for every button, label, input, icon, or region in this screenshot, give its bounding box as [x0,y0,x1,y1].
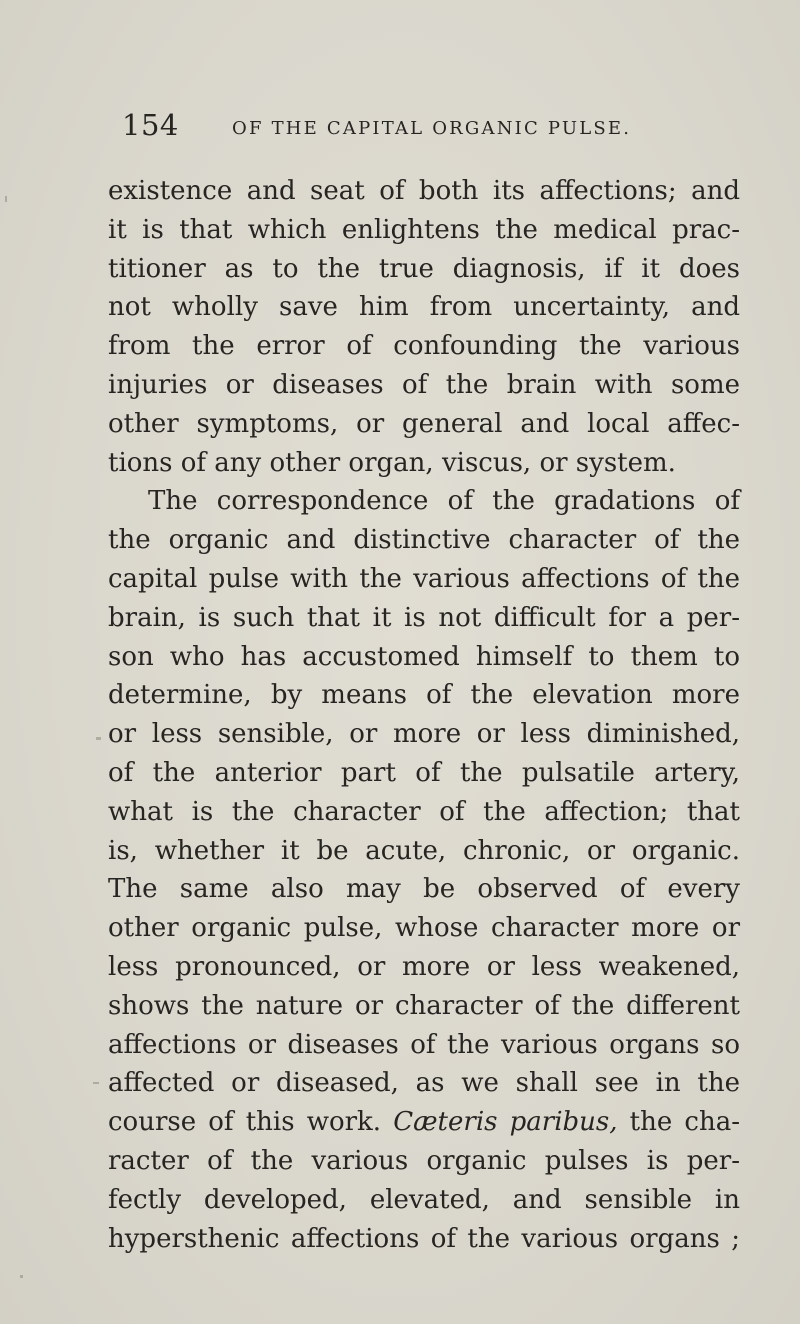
text-line: from the error of confounding the various [108,331,740,362]
text-line: other organic pulse, whose character more or [108,913,740,944]
text-line: of the anterior part of the pulsatile artery, [108,757,740,788]
text-line: titioner as to the true diagnosis, if it does [108,253,740,284]
text-line: fectly developed, elevated, and sensible in [108,1184,740,1215]
text-line: it is that which enlightens the medical prac- [108,214,740,245]
text-segment: the cha- [629,1107,740,1138]
body-text [108,172,740,1258]
text-segment: course of this work. [108,1107,382,1138]
text-line-with-italic [108,1103,740,1142]
text-line: or less sensible, or more or less diminished, [108,719,740,750]
paragraph-start-line: The correspondence of the gradations of [148,486,740,517]
page-header [122,108,702,148]
text-line: tions of any other organ, viscus, or system. [108,447,676,478]
margin-speck [20,1275,23,1278]
text-line: determine, by means of the elevation more [108,680,740,711]
margin-speck [93,1082,99,1084]
text-line: affected or diseased, as we shall see in the [108,1068,740,1099]
text-line: the organic and distinctive character of the [108,525,740,556]
text-line: affections or diseases of the various organs so [108,1029,740,1060]
margin-speck [5,196,7,202]
text-line: racter of the various organic pulses is per- [108,1145,740,1176]
text-line: capital pulse with the various affections of the [108,563,740,594]
text-line: injuries or diseases of the brain with some [108,369,740,400]
text-line: other symptoms, or general and local affec- [108,408,740,439]
text-line: The same also may be observed of every [108,874,740,905]
margin-speck [96,737,101,740]
italic-phrase: Cæteris paribus, [393,1107,618,1138]
text-line: hypersthenic affections of the various organs ; [108,1223,740,1254]
text-line: is, whether it be acute, chronic, or organic. [108,835,740,866]
running-head: OF THE CAPITAL ORGANIC PULSE. [232,118,632,139]
text-line: less pronounced, or more or less weakened, [108,951,740,982]
text-line: brain, is such that it is not difficult for a per- [108,602,740,633]
text-line: existence and seat of both its affections; and [108,176,740,206]
text-line: shows the nature or character of the different [108,990,740,1021]
text-line: son who has accustomed himself to them to [108,641,740,672]
page-number: 154 [122,108,179,142]
text-line: not wholly save him from uncertainty, and [108,292,740,323]
text-line: what is the character of the affection; that [108,796,740,827]
